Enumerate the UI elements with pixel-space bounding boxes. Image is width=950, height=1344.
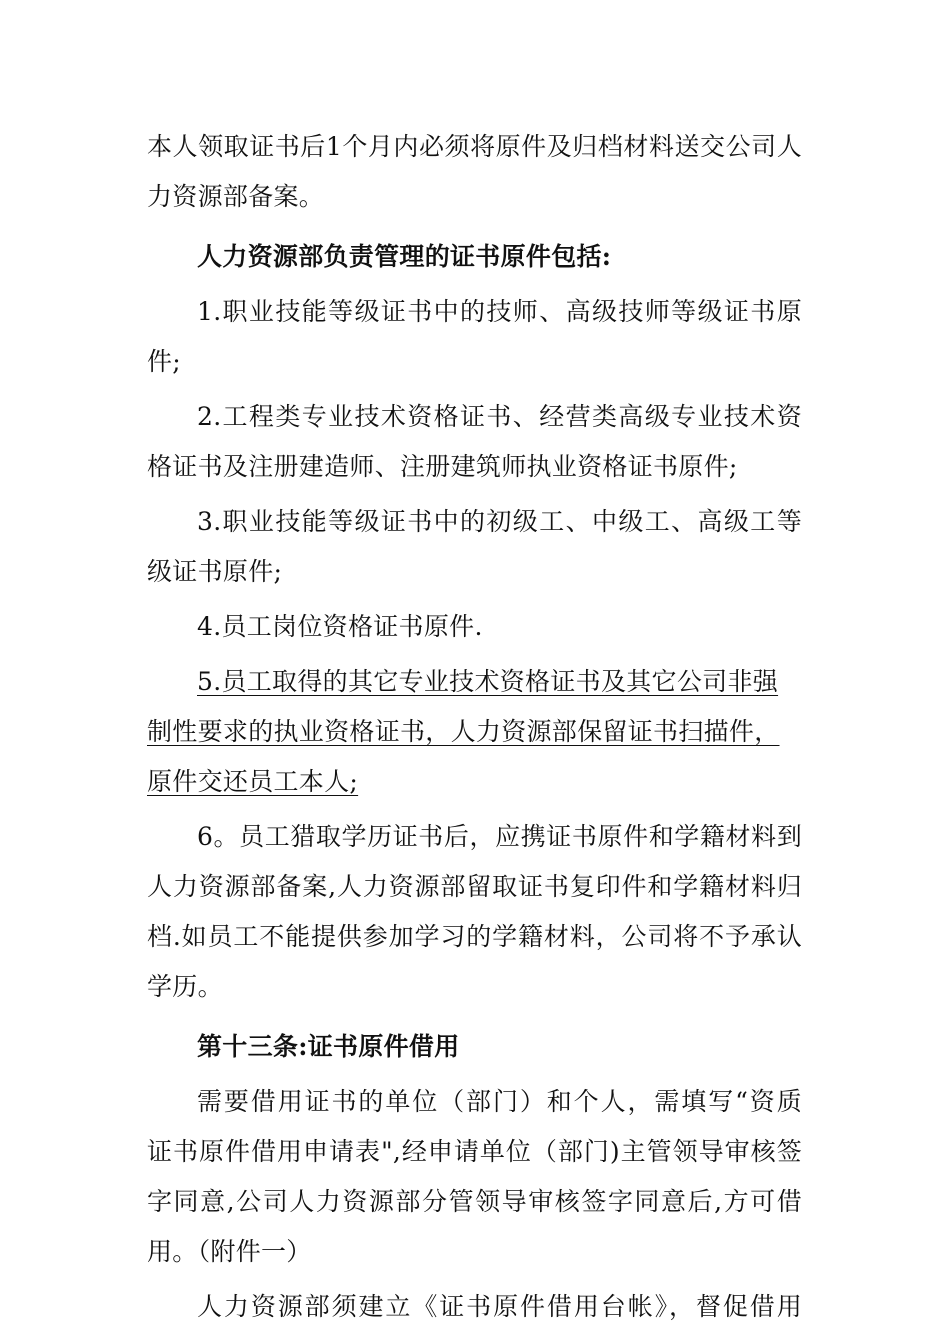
list-item-6-line-3: 档.如员工不能提供参加学习的学籍材料，公司将不予承认 [147, 922, 802, 951]
paragraph-archive-line-1: 本人领取证书后1个月内必须将原件及归档材料送交公司人 [147, 132, 802, 161]
paragraph-borrow-line-3: 字同意,公司人力资源部分管领导审核签字同意后,方可借 [147, 1187, 802, 1216]
paragraph-ledger-line-1: 人力资源部须建立《证书原件借用台帐》，督促借用 [197, 1292, 802, 1321]
section-heading: 人力资源部负责管理的证书原件包括: [197, 242, 612, 271]
list-item-5-line-1: 5.员工取得的其它专业技术资格证书及其它公司非强 [197, 667, 779, 696]
list-item-3-line-1: 3.职业技能等级证书中的初级工、中级工、高级工等 [197, 507, 802, 536]
list-item-5-line-2: 制性要求的执业资格证书，人力资源部保留证书扫描件， [147, 717, 780, 746]
list-item-4-line-1: 4.员工岗位资格证书原件. [197, 612, 483, 641]
list-item-6-line-1: 6。员工猎取学历证书后，应携证书原件和学籍材料到 [197, 822, 802, 851]
paragraph-borrow-line-2: 证书原件借用申请表",经申请单位（部门)主管领导审核签 [147, 1137, 802, 1166]
document-body [147, 122, 802, 1332]
list-item-1-line-1: 1.职业技能等级证书中的技师、高级技师等级证书原 [197, 297, 802, 326]
list-item-6-line-2: 人力资源部备案,人力资源部留取证书复印件和学籍材料归 [147, 872, 802, 901]
list-item-1-line-2: 件; [147, 347, 182, 376]
article-13-heading: 第十三条:证书原件借用 [197, 1032, 460, 1061]
list-item-3-line-2: 级证书原件; [147, 557, 283, 586]
list-item-2-line-1: 2.工程类专业技术资格证书、经营类高级专业技术资 [197, 402, 802, 431]
list-item-6-line-4: 学历。 [147, 972, 223, 1001]
paragraph-borrow-line-4: 用。（附件一） [147, 1237, 312, 1266]
list-item-5-line-3: 原件交还员工本人; [147, 767, 359, 796]
paragraph-archive-line-2: 力资源部备案。 [147, 182, 325, 211]
paragraph-borrow-line-1: 需要借用证书的单位（部门）和个人，需填写“资质 [197, 1087, 802, 1116]
list-item-2-line-2: 格证书及注册建造师、注册建筑师执业资格证书原件; [147, 452, 738, 481]
